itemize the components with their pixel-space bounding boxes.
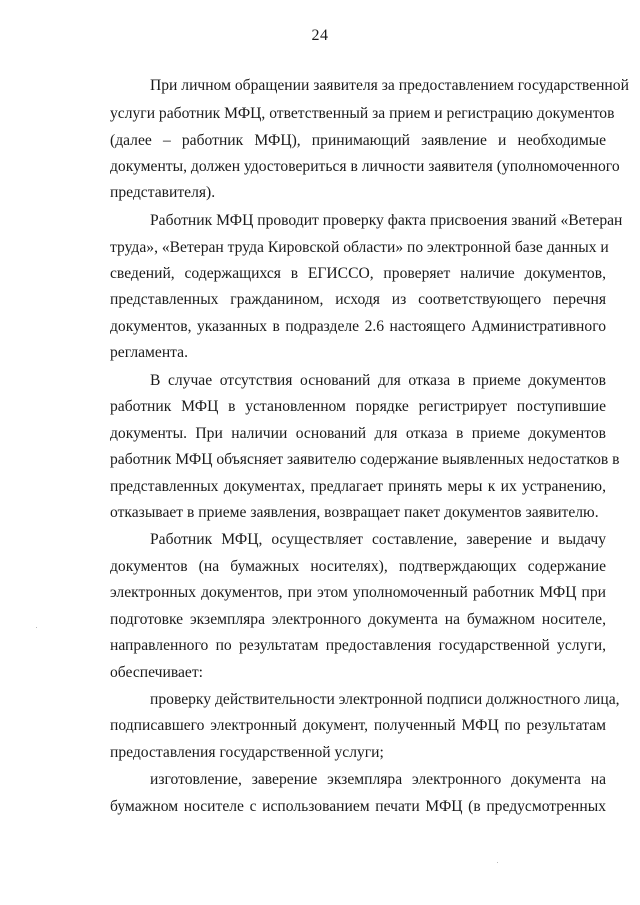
paragraph-line: электронных документов, при этом уполномоченный работник МФЦ при [110,584,606,601]
scan-speck [497,862,498,863]
paragraph-line: обеспечивает: [110,664,203,681]
paragraph-line: услуги работник МФЦ, ответственный за прием и регистрацию документов [110,105,615,122]
paragraph-line: работник МФЦ в установленном порядке регистрирует поступившие [110,398,606,415]
paragraph-line: представленных документах, предлагает принять меры к их устранению, [110,478,606,495]
paragraph-line: представителя). [110,184,216,201]
paragraph-line: Работник МФЦ, осуществляет составление, заверение и выдачу [150,531,606,548]
paragraph-line: документы. При наличии оснований для отказа в приеме документов [110,425,606,442]
paragraph-line: документов (на бумажных носителях), подтверждающих содержание [110,558,606,575]
paragraph-line: Работник МФЦ проводит проверку факта присвоения званий «Ветеран [150,212,623,229]
paragraph-line: отказывает в приеме заявления, возвращает пакет документов заявителю. [110,504,599,521]
page-number: 24 [311,27,329,44]
paragraph-line: (далее – работник МФЦ), принимающий заявление и необходимые [110,132,606,149]
paragraph-line: изготовление, заверение экземпляра электронного документа на [150,771,606,788]
paragraph-line: работник МФЦ объясняет заявителю содержание выявленных недостатков в [110,451,620,468]
paragraph-line: При личном обращении заявителя за предоставлением государственной [150,77,629,94]
paragraph-line: предоставления государственной услуги; [110,744,384,761]
paragraph-line: сведений, содержащихся в ЕГИССО, проверяет наличие документов, [110,265,606,282]
paragraph-line: регламента. [110,344,188,361]
scan-speck [36,627,37,628]
paragraph-line: подготовке экземпляра электронного документа на бумажном носителе, [110,611,606,628]
paragraph-line: бумажном носителе с использованием печати МФЦ (в предусмотренных [110,798,606,815]
paragraph-line: направленного по результатам предоставления государственной услуги, [110,637,606,654]
paragraph-line: документов, указанных в подразделе 2.6 настоящего Административного [110,318,606,335]
paragraph-line: труда», «Ветеран труда Кировской области» по электронной базе данных и [110,239,609,256]
paragraph-line: В случае отсутствия оснований для отказа в приеме документов [150,372,606,389]
paragraph-line: подписавшего электронный документ, полученный МФЦ по результатам [110,717,606,734]
paragraph-line: проверку действительности электронной подписи должностного лица, [150,691,620,708]
paragraph-line: представленных гражданином, исходя из соответствующего перечня [110,291,606,308]
paragraph-line: документы, должен удостовериться в личности заявителя (уполномоченного [110,158,620,175]
